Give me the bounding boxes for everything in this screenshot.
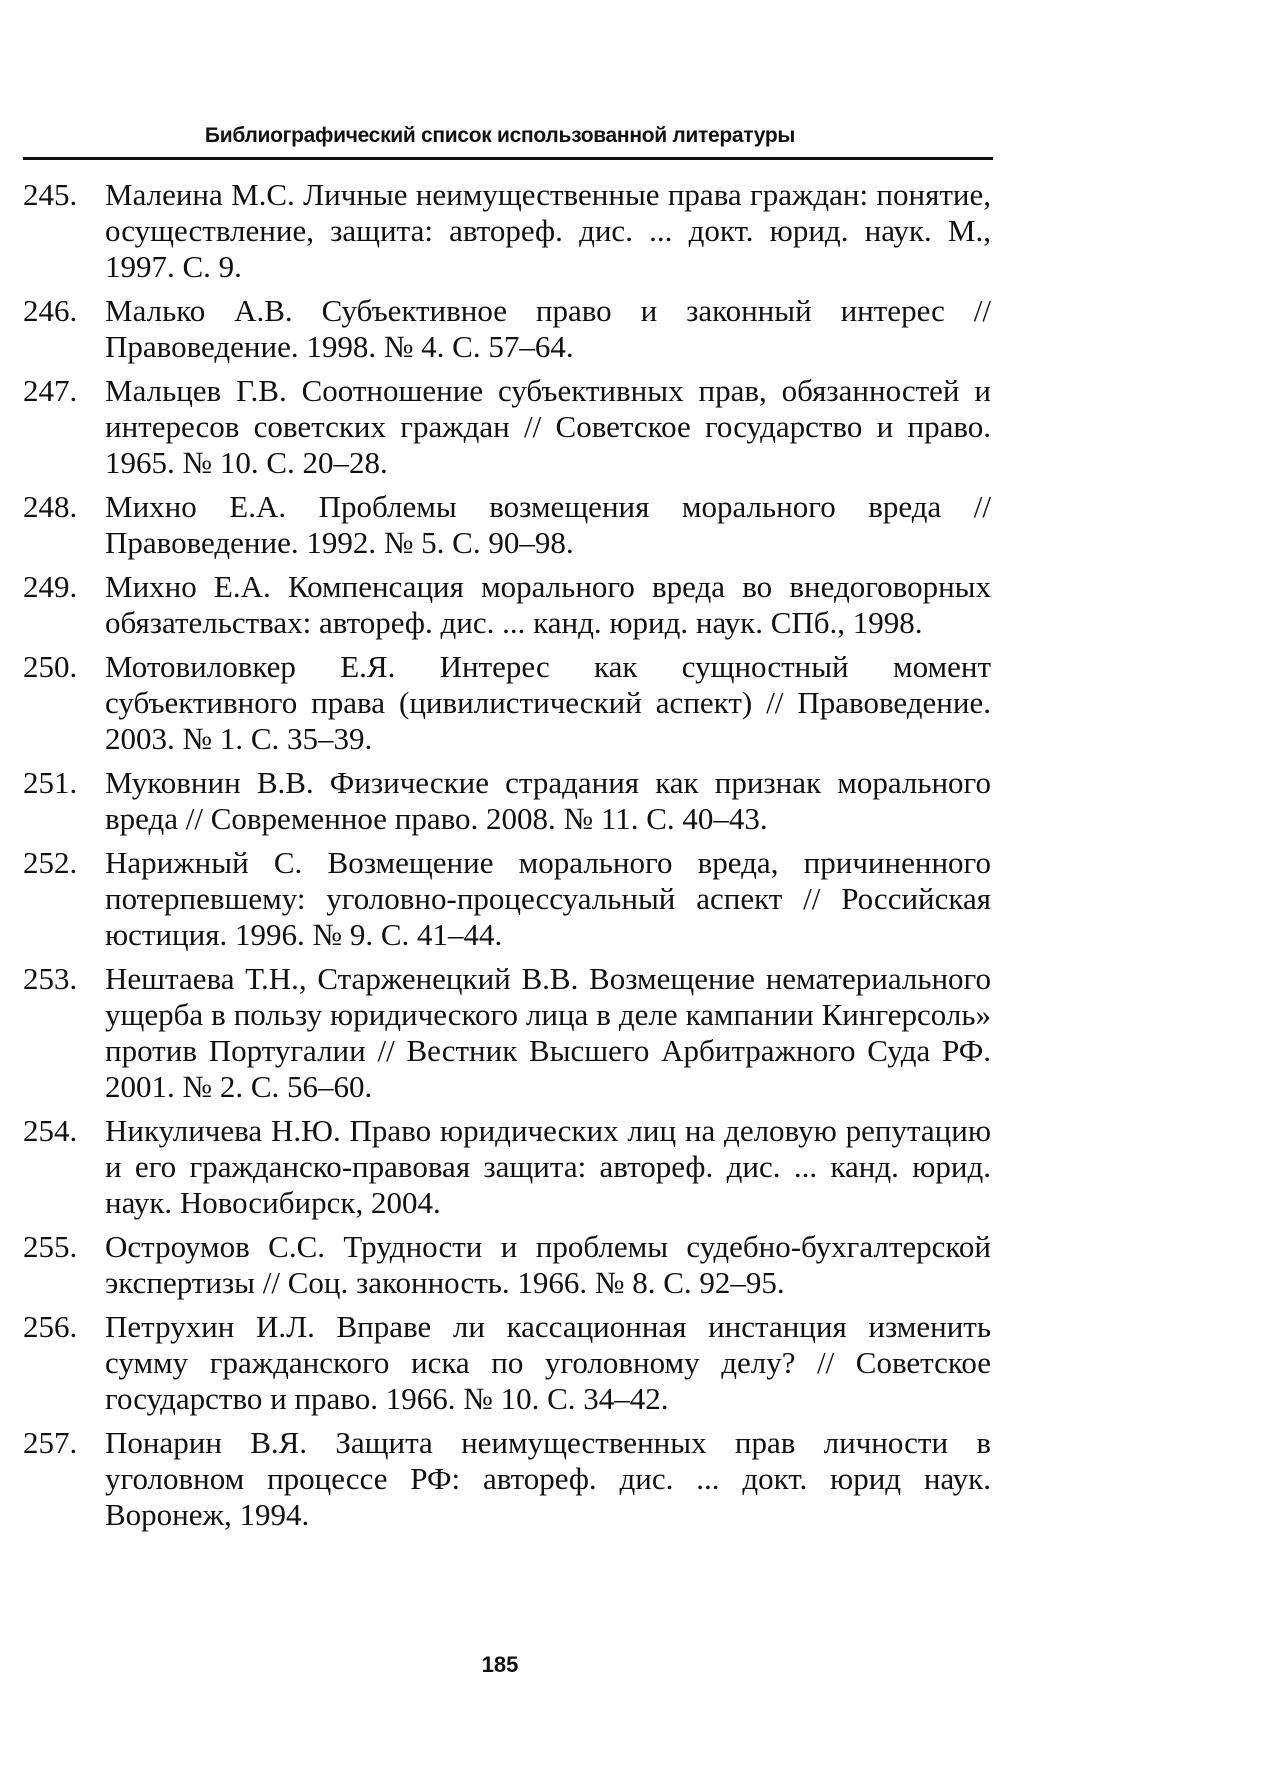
- bibliography-entry: [23, 1229, 993, 1301]
- bibliography-entry: [23, 961, 993, 1105]
- entry-number: 253.: [23, 961, 78, 996]
- bibliography-entry: [23, 569, 993, 641]
- entry-number: 256.: [23, 1309, 78, 1344]
- entry-number: 257.: [23, 1425, 78, 1460]
- entry-text: Мотовиловкер Е.Я. Интерес как сущностный момент субъективного права (цивилистический аспект) // Правоведение. 2003. № 1. С. 35–39.: [105, 649, 991, 756]
- bibliography-entry: [23, 1309, 993, 1417]
- entry-number: 247.: [23, 373, 78, 408]
- entry-text: Михно Е.А. Компенсация морального вреда во внедоговорных обязательствах: автореф. дис. ... канд. юрид. наук. СПб., 1998.: [105, 569, 991, 640]
- bibliography-entry: [23, 649, 993, 757]
- page-number: 185: [481, 1652, 519, 1677]
- entry-number: 249.: [23, 569, 78, 604]
- entry-number: 248.: [23, 489, 78, 524]
- bibliography-entry: [23, 177, 993, 285]
- bibliography-entry: [23, 765, 993, 837]
- entry-text: Малеина М.С. Личные неимущественные права граждан: понятие, осуществление, защита: автореф. дис. ... докт. юрид. наук. М., 1997. С. 9.: [105, 177, 991, 284]
- entry-text: Нарижный С. Возмещение морального вреда, причиненного потерпевшему: уголовно-процессуальный аспект // Российская юстиция. 1996. № 9. С. 41–44.: [105, 845, 991, 952]
- bibliography-entry: [23, 1425, 993, 1533]
- header-rule: [23, 157, 993, 160]
- bibliography-list: [23, 177, 993, 1541]
- entry-text: Понарин В.Я. Защита неимущественных прав личности в уголовном процессе РФ: автореф. дис. ... докт. юрид наук. Воронеж, 1994.: [105, 1425, 991, 1532]
- running-head: Библиографический список использованной литературы: [204, 124, 796, 147]
- entry-number: 251.: [23, 765, 78, 800]
- bibliography-entry: [23, 489, 993, 561]
- entry-text: Остроумов С.С. Трудности и проблемы судебно-бухгалтерской экспертизы // Соц. законность. 1966. № 8. С. 92–95.: [105, 1229, 991, 1300]
- bibliography-entry: [23, 845, 993, 953]
- entry-text: Михно Е.А. Проблемы возмещения морального вреда // Правоведение. 1992. № 5. С. 90–98.: [105, 489, 991, 560]
- bibliography-entry: [23, 1113, 993, 1221]
- entry-text: Петрухин И.Л. Вправе ли кассационная инстанция изменить сумму гражданского иска по уголовному делу? // Советское государство и право. 1966. № 10. С. 34–42.: [105, 1309, 991, 1416]
- entry-number: 254.: [23, 1113, 78, 1148]
- entry-number: 246.: [23, 293, 78, 328]
- entry-number: 252.: [23, 845, 78, 880]
- entry-text: Нештаева Т.Н., Старженецкий В.В. Возмещение нематериального ущерба в пользу юридического лица в деле кампании Кингерсоль» против Португалии // Вестник Высшего Арбитражного Суда РФ. 2001. № 2. С. 56–60.: [105, 961, 991, 1104]
- entry-number: 250.: [23, 649, 78, 684]
- entry-text: Мальцев Г.В. Соотношение субъективных прав, обязанностей и интересов советских граждан // Советское государство и право. 1965. № 10. С. 20–28.: [105, 373, 991, 480]
- entry-text: Никуличева Н.Ю. Право юридических лиц на деловую репутацию и его гражданско-правовая защита: автореф. дис. ... канд. юрид. наук. Новосибирск, 2004.: [105, 1113, 991, 1220]
- bibliography-entry: [23, 293, 993, 365]
- entry-number: 245.: [23, 177, 78, 212]
- bibliography-entry: [23, 373, 993, 481]
- entry-number: 255.: [23, 1229, 78, 1264]
- entry-text: Малько А.В. Субъективное право и законный интерес // Правоведение. 1998. № 4. С. 57–64.: [105, 293, 991, 364]
- entry-text: Муковнин В.В. Физические страдания как признак морального вреда // Современное право. 2008. № 11. С. 40–43.: [105, 765, 991, 836]
